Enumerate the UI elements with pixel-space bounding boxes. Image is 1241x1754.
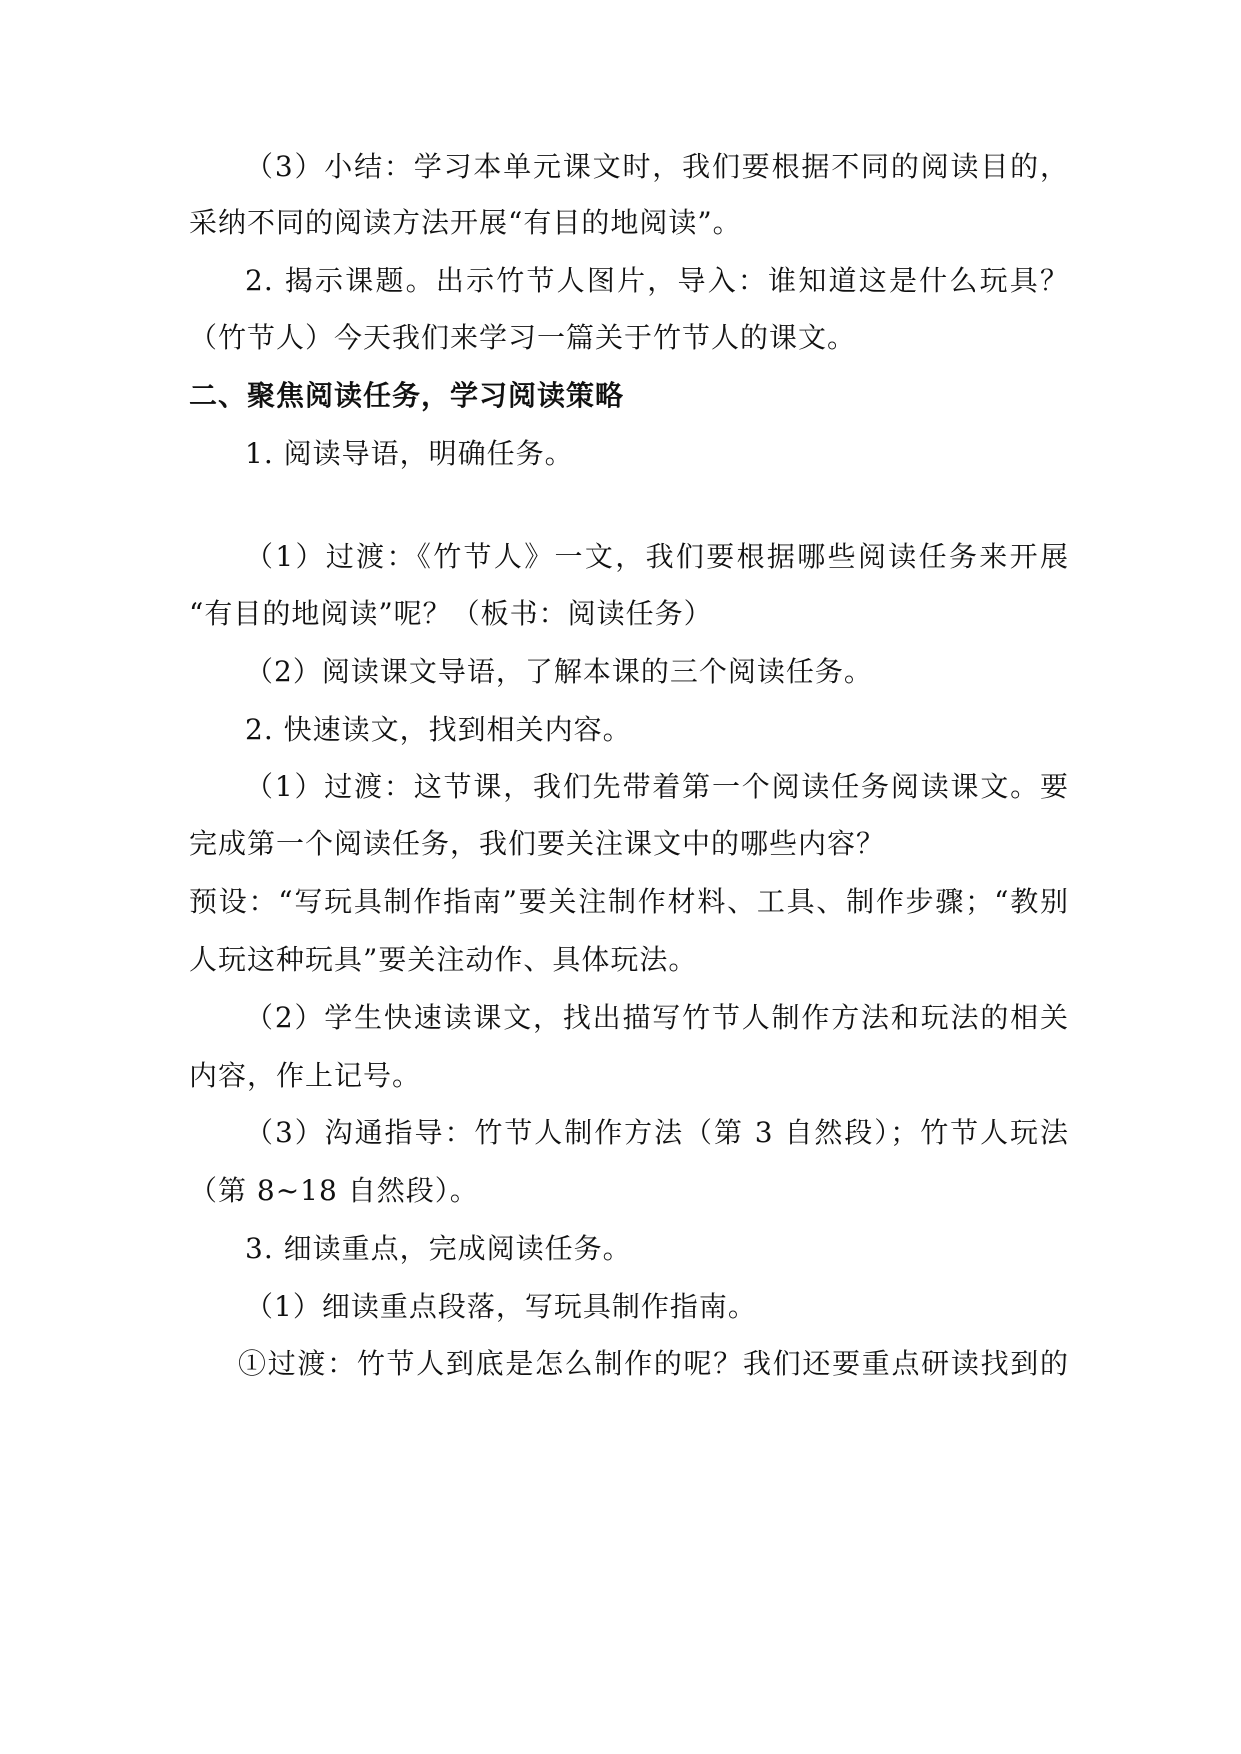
- paragraph-line: 2. 揭示课题。出示竹节人图片，导入：谁知道这是什么玩具？: [245, 264, 1069, 297]
- paragraph-line: 采纳不同的阅读方法开展“有目的地阅读”。: [189, 206, 742, 239]
- paragraph-line: （2）学生快速读课文，找出描写竹节人制作方法和玩法的相关: [245, 1001, 1069, 1034]
- section-heading: 二、聚焦阅读任务，学习阅读策略: [189, 379, 625, 412]
- paragraph-line: 1. 阅读导语，明确任务。: [245, 437, 574, 470]
- paragraph-line: 完成第一个阅读任务，我们要关注课文中的哪些内容？: [189, 827, 886, 860]
- paragraph-line: （竹节人）今天我们来学习一篇关于竹节人的课文。: [189, 321, 857, 354]
- paragraph-line: 人玩这种玩具”要关注动作、具体玩法。: [189, 943, 698, 976]
- paragraph-line: ①过渡：竹节人到底是怎么制作的呢？我们还要重点研读找到的: [238, 1347, 1069, 1380]
- paragraph-line: （1）过渡：《竹节人》一文，我们要根据哪些阅读任务来开展: [245, 540, 1069, 573]
- paragraph-line: 3. 细读重点，完成阅读任务。: [245, 1232, 632, 1265]
- paragraph-line: （3）小结：学习本单元课文时，我们要根据不同的阅读目的，: [245, 150, 1069, 183]
- paragraph-line: 2. 快速读文，找到相关内容。: [245, 713, 632, 746]
- paragraph-line: （2）阅读课文导语，了解本课的三个阅读任务。: [245, 655, 873, 688]
- paragraph-line: 预设：“写玩具制作指南”要关注制作材料、工具、制作步骤；“教别: [189, 885, 1069, 918]
- paragraph-line: （第 8~18 自然段）。: [189, 1174, 479, 1207]
- paragraph-line: （1）细读重点段落，写玩具制作指南。: [245, 1290, 757, 1323]
- paragraph-line: 内容，作上记号。: [189, 1059, 422, 1092]
- paragraph-line: （3）沟通指导：竹节人制作方法（第 3 自然段）；竹节人玩法: [245, 1116, 1069, 1149]
- paragraph-line: “有目的地阅读”呢？（板书：阅读任务）: [189, 597, 713, 630]
- paragraph-line: （1）过渡：这节课，我们先带着第一个阅读任务阅读课文。要: [245, 770, 1069, 803]
